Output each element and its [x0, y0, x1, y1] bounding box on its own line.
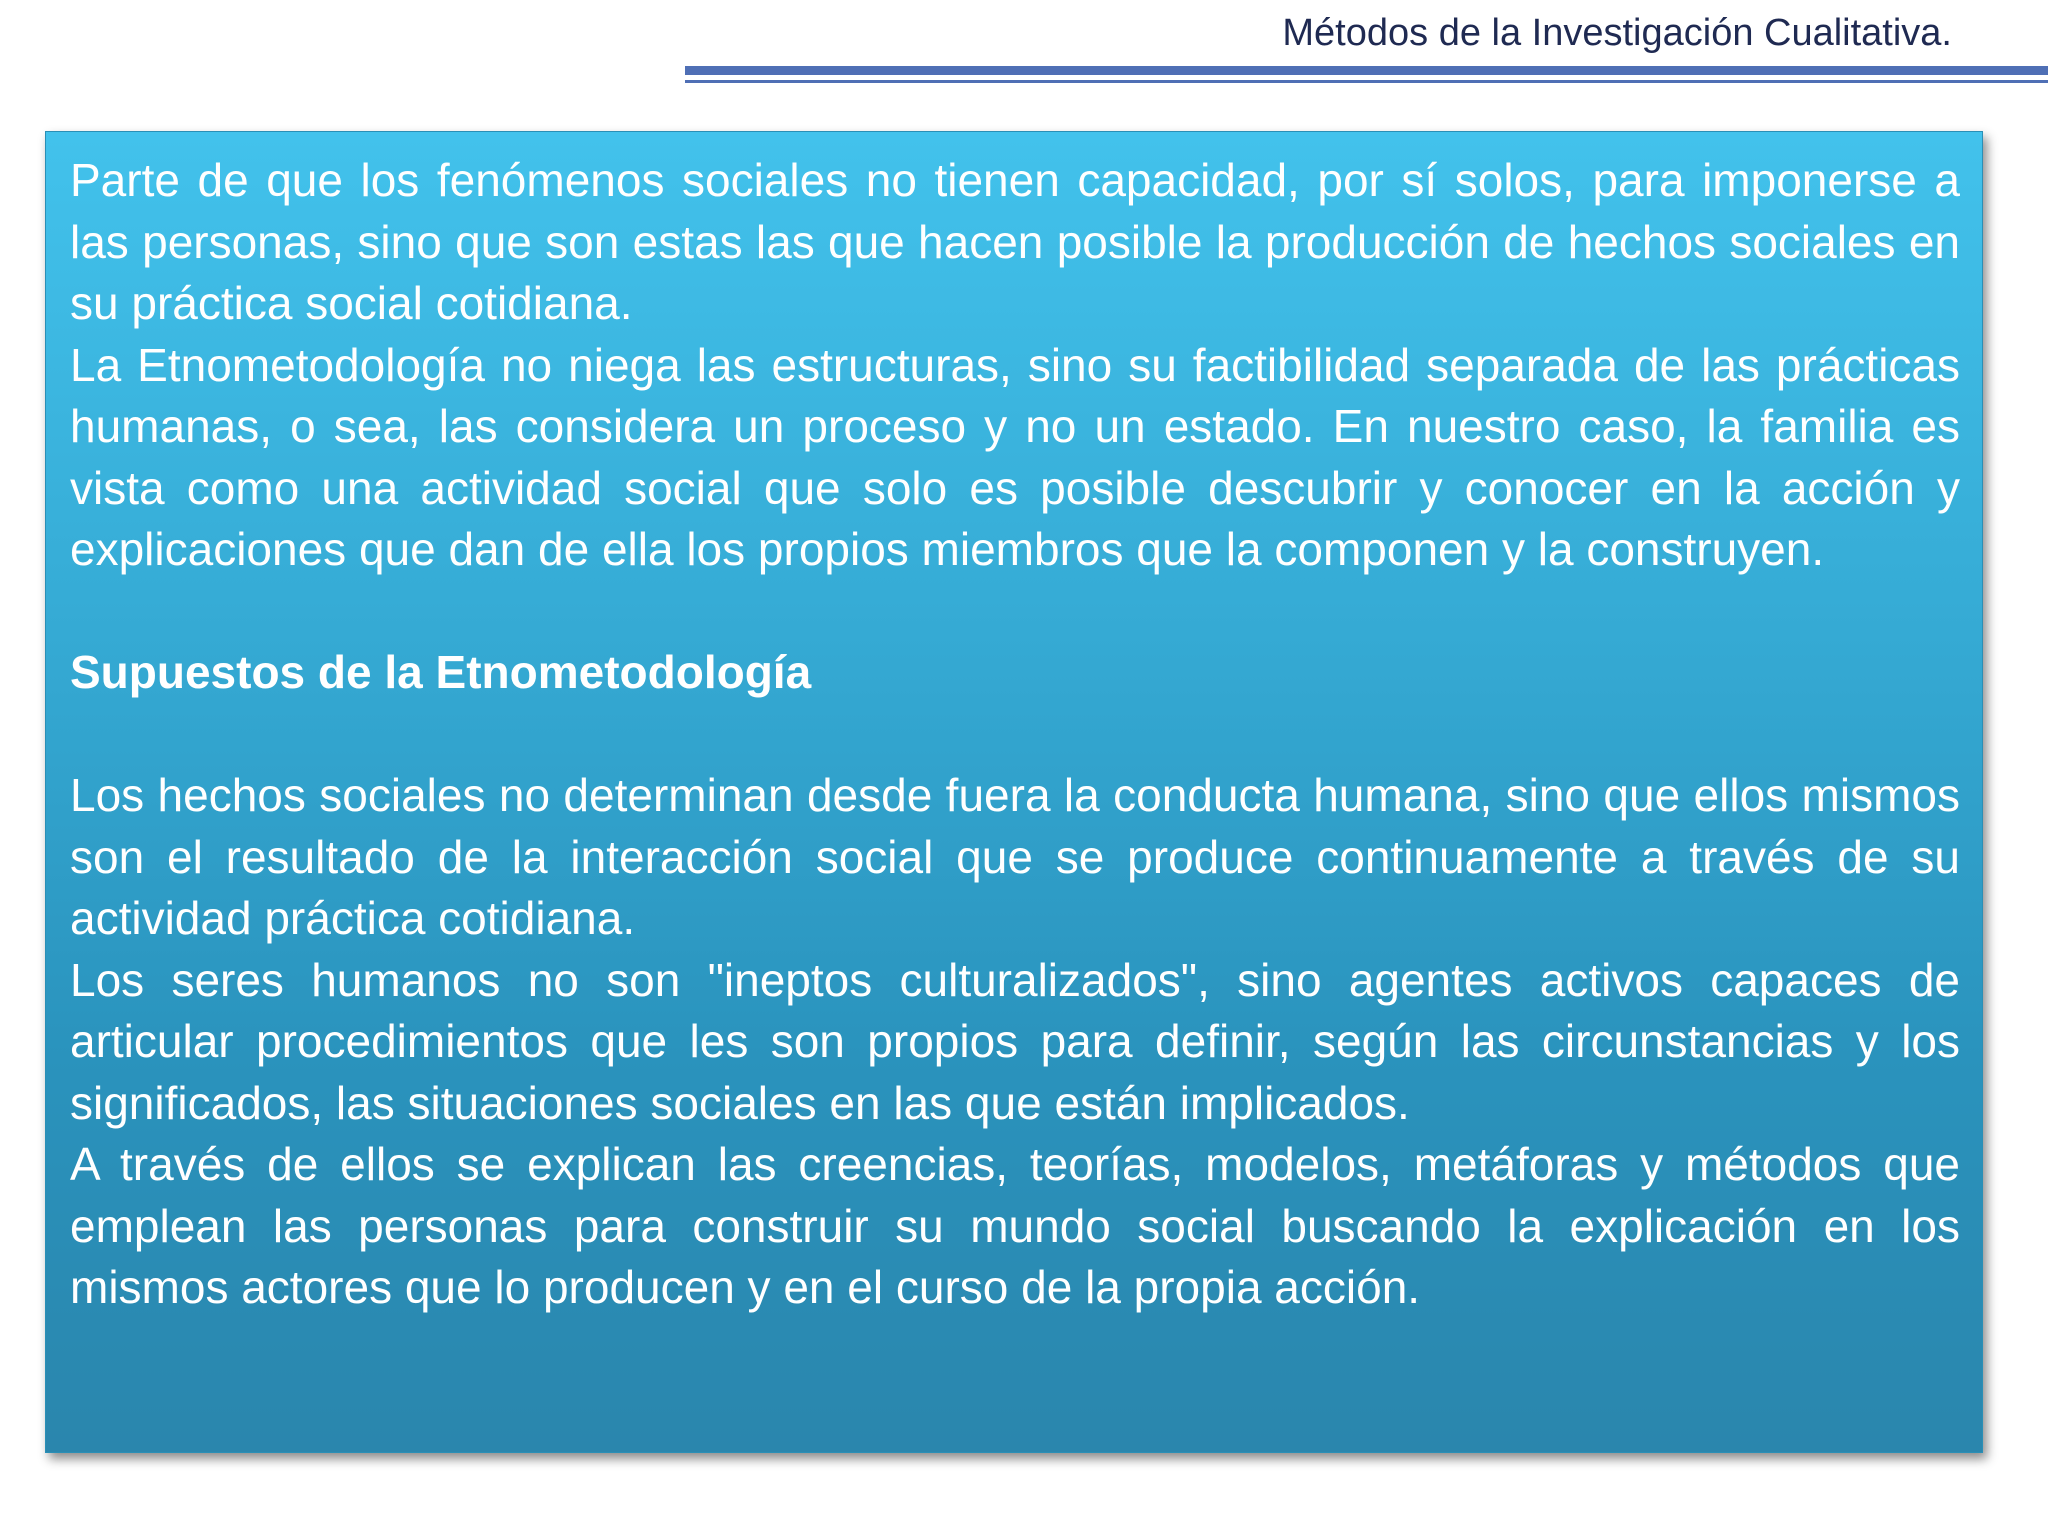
section-heading: Supuestos de la Etnometodología	[70, 646, 812, 698]
intro-paragraph-2: La Etnometodología no niega las estructuras, sino su factibilidad separada de las prácticas humanas, o sea, las considera un proceso y no un estado. En nuestro caso, la familia es vista como una actividad social que solo es posible descubrir y conocer en la acción y explicaciones que dan de ella los propios miembros que la componen y la construyen.	[70, 338, 1960, 575]
supuesto-paragraph-2: Los seres humanos no son "ineptos culturalizados", sino agentes activos capaces de articular procedimientos que les son propios para definir, según las circunstancias y los significados, las situaciones sociales en las que están implicados.	[70, 953, 1960, 1129]
supuesto-paragraph-1: Los hechos sociales no determinan desde fuera la conducta humana, sino que ellos mismos son el resultado de la interacción social que se produce continuamente a través de su actividad práctica cotidiana.	[70, 769, 1960, 944]
supuesto-paragraph-3: A través de ellos se explican las creencias, teorías, modelos, metáforas y métodos que emplean las personas para construir su mundo social buscando la explicación en los mismos actores que lo producen y en el curso de la propia acción.	[70, 1138, 1960, 1313]
intro-paragraph-1: Parte de que los fenómenos sociales no tienen capacidad, por sí solos, para imponerse a las personas, sino que son estas las que hacen posible la producción de hechos sociales en su práctica social cotidiana.	[70, 154, 1960, 329]
slide-header-title: Métodos de la Investigación Cualitativa.	[1282, 12, 1952, 54]
header-rule-thin	[685, 80, 2048, 83]
header-rule-thick	[685, 66, 2048, 75]
content-box	[45, 131, 1983, 1453]
spacer	[70, 581, 1960, 643]
spacer	[70, 704, 1960, 766]
